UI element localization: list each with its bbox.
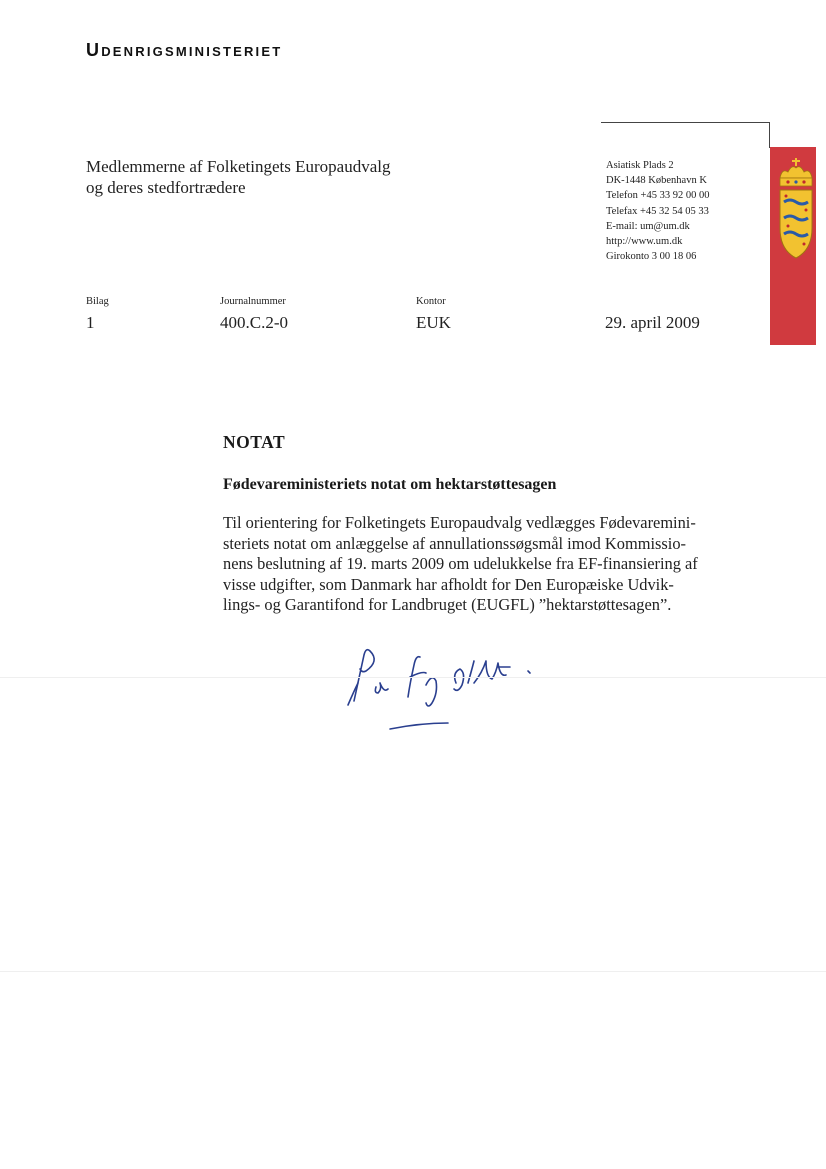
body-line: lings- og Garantifond for Landbruget (EUGFL) ”hektarstøttesagen”. [223,595,672,615]
body-line: visse udgifter, som Danmark har afholdt for Den Europæiske Udvik- [223,574,674,594]
body-line: steriets notat om anlæggelse af annullationssøgsmål imod Kommissio- [223,533,686,553]
address-fax: Telefax +45 32 54 05 33 [606,205,709,217]
address-rule [601,122,770,123]
bilag-label: Bilag [86,296,109,307]
address-email: E-mail: um@um.dk [606,220,690,232]
address-phone: Telefon +45 33 92 00 00 [606,190,710,202]
address-city: DK-1448 København K [606,175,707,187]
recipient-line-2: og deres stedfortrædere [86,178,246,197]
kontor-label: Kontor [416,296,446,307]
scan-artifact [0,677,826,678]
address-block [606,158,709,264]
scan-artifact [0,971,826,972]
document-date: 29. april 2009 [605,313,700,332]
signature-image [340,643,560,743]
body-line: nens beslutning af 19. marts 2009 om udelukkelse fra EF-finansiering af [223,554,698,574]
address-giro: Girokonto 3 00 18 06 [606,251,697,263]
body-line: Til orientering for Folketingets Europaudvalg vedlægges Fødevaremini- [223,513,696,532]
document-subject: Fødevareministeriets notat om hektarstøttesagen [223,476,557,493]
address-web: http://www.um.dk [606,236,683,248]
journal-value: 400.C.2-0 [220,313,288,332]
bilag-value: 1 [86,313,95,332]
ministry-name: Udenrigsministeriet [86,40,283,60]
body-paragraph [223,513,733,616]
address-rule-vertical [769,122,770,148]
journal-label: Journalnummer [220,296,286,307]
address-street: Asiatisk Plads 2 [606,160,674,171]
recipient-line-1: Medlemmerne af Folketingets Europaudvalg [86,157,391,176]
document-heading: NOTAT [223,432,286,452]
recipient-block [86,156,391,198]
kontor-value: EUK [416,313,451,332]
crest-icon [776,158,816,262]
